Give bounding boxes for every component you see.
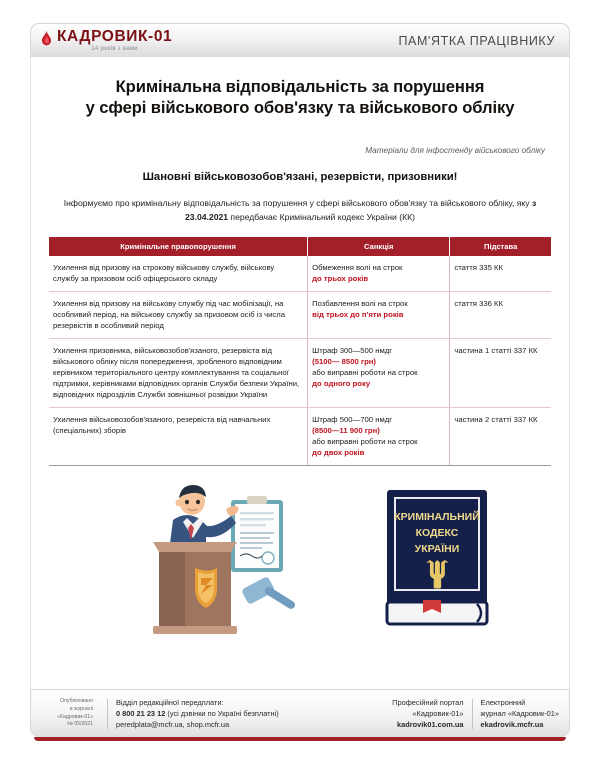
brand-logo[interactable] — [40, 28, 172, 52]
book-title-line-1: КРИМІНАЛЬНИЙ — [394, 511, 480, 523]
sanction-highlight-1: від трьох до п'яти років — [312, 310, 404, 319]
cell-basis: стаття 335 КК — [450, 256, 551, 292]
table-header-offence: Кримінальне правопорушення — [49, 237, 308, 256]
criminal-code-book-illustration — [379, 484, 499, 639]
book-title-line-3: УКРАЇНИ — [414, 543, 460, 555]
table-row — [49, 256, 551, 292]
leaflet-page — [30, 23, 570, 737]
gavel-icon — [241, 576, 297, 611]
footer-divider-1 — [107, 699, 108, 729]
ejournal-line-2: журнал «Кадровик-01» — [480, 708, 559, 718]
sanction-plain-1: Позбавлення волі на строк — [312, 299, 408, 308]
cell-offence: Ухилення від призову на строкову військову службу, військову службу за призовом осіб офіцерського складу — [49, 256, 308, 292]
sanction-highlight-2: до одного року — [312, 379, 371, 388]
ejournal-url[interactable]: ekadrovik.mcfr.ua — [480, 720, 544, 730]
cell-sanction — [308, 408, 450, 466]
cell-sanction — [308, 292, 450, 339]
subscription-phone[interactable]: 0 800 21 23 12 — [116, 708, 166, 718]
table-row — [49, 408, 551, 466]
intro-text-part-2: передбачає Кримінальний кодекс України (КК) — [228, 211, 415, 222]
subscription-phone-note: (усі дзвінки по Україні безплатні) — [165, 708, 279, 718]
cell-basis: стаття 336 КК — [450, 292, 551, 339]
intro-text-part-1: Інформуємо про кримінальну відповідальність за порушення у сфері військового обов'язку та військового обліку, яку — [63, 198, 532, 208]
footer-accent-bar — [34, 737, 566, 741]
sanction-highlight-1: (8500—11 900 грн) — [312, 426, 380, 435]
cell-offence: Ухилення від призову на військову службу під час мобілізації, на особливий період, на військову службу за призовом осіб із числа резервістів в особливий період — [49, 292, 308, 339]
sanction-highlight-2: до двох років — [312, 448, 365, 457]
podium-illustration — [153, 542, 237, 634]
header-label: ПАМ'ЯТКА ПРАЦІВНИКУ — [398, 34, 555, 48]
table-row — [49, 339, 551, 408]
footer-divider-2 — [472, 699, 473, 729]
subscription-emails[interactable]: peredplata@mcfr.ua, shop.mcfr.ua — [116, 720, 230, 730]
subscription-phone-line — [116, 708, 279, 719]
table-row — [49, 292, 551, 339]
portal-url[interactable]: kadrovik01.com.ua — [396, 720, 464, 730]
lawyer-at-podium-illustration — [111, 482, 301, 642]
sanction-plain-2: або виправні роботи на строк — [312, 437, 418, 446]
sanction-highlight-1: (5100— 8500 грн) — [312, 357, 376, 366]
stamp-line-4: № 05/2021 — [67, 721, 93, 728]
sanction-highlight-1: до трьох років — [312, 274, 369, 283]
subscription-block — [116, 697, 279, 731]
intro-paragraph — [49, 197, 551, 224]
page-title — [49, 57, 551, 118]
cell-offence: Ухилення військовозобов'язаного, резервіста від навчальних (спеціальних) зборів — [49, 408, 308, 466]
page-footer — [30, 689, 570, 737]
cell-basis: частина 1 статті 337 КК — [450, 339, 551, 408]
page-title-line-2: у сфері військового обов'язку та військового обліку — [85, 98, 515, 117]
cell-sanction — [308, 256, 450, 292]
table-header-basis: Підстава — [450, 237, 551, 256]
brand-name: КАДРОВИК-01 — [57, 28, 173, 45]
portal-line-1: Професійний портал — [392, 697, 464, 707]
stamp-line-1: Опубліковано — [60, 698, 93, 705]
cell-sanction — [308, 339, 450, 408]
sanction-plain-1: Обмеження волі на строк — [312, 263, 403, 272]
ejournal-line-1: Електронний — [480, 697, 526, 707]
brand-tagline: 14 років з вами — [91, 46, 138, 52]
sanction-plain-1: Штраф 500—700 нмдг — [312, 415, 393, 424]
portal-block — [392, 697, 463, 731]
subscription-label: Відділ редакційної передплати: — [116, 697, 224, 707]
page-header — [30, 23, 570, 57]
source-note: Матеріали для інфостенду військового обліку — [365, 146, 545, 155]
table-header-row — [49, 237, 551, 256]
sanction-plain-1: Штраф 300—500 нмдг — [312, 346, 393, 355]
page-title-line-1: Кримінальна відповідальність за порушення — [115, 77, 485, 96]
stamp-line-2: в журналі — [69, 705, 93, 712]
salutation: Шановні військовозобов'язані, резервісти, призовники! — [142, 171, 458, 183]
cell-basis: частина 2 статті 337 КК — [450, 408, 551, 466]
intro-effective-date: з 23.04.2021 — [185, 198, 537, 222]
sanction-plain-2: або виправні роботи на строк — [312, 368, 418, 377]
portal-line-2: «Кадровик-01» — [412, 708, 464, 718]
table-header-sanction: Санкція — [308, 237, 450, 256]
liability-table — [49, 237, 551, 466]
flame-icon — [40, 31, 53, 48]
stamp-line-3: «Кадровик-01» — [57, 713, 93, 720]
book-title-line-2: КОДЕКС — [415, 527, 459, 539]
ejournal-block — [481, 697, 559, 731]
document-illustration — [231, 496, 283, 572]
publication-stamp — [41, 698, 99, 728]
cell-offence: Ухилення призовника, військовозобов'язаного, резервіста від військового обліку після попередження, зробленого відповідним керівником територіального центру комплектування та соціальної підтримки, керівниками відповідних органів Служби безпеки України, відповідних підрозділів Служби зовнішньої розвідки України — [49, 339, 308, 408]
leaflet-body — [30, 57, 570, 689]
illustration-area — [49, 478, 551, 646]
